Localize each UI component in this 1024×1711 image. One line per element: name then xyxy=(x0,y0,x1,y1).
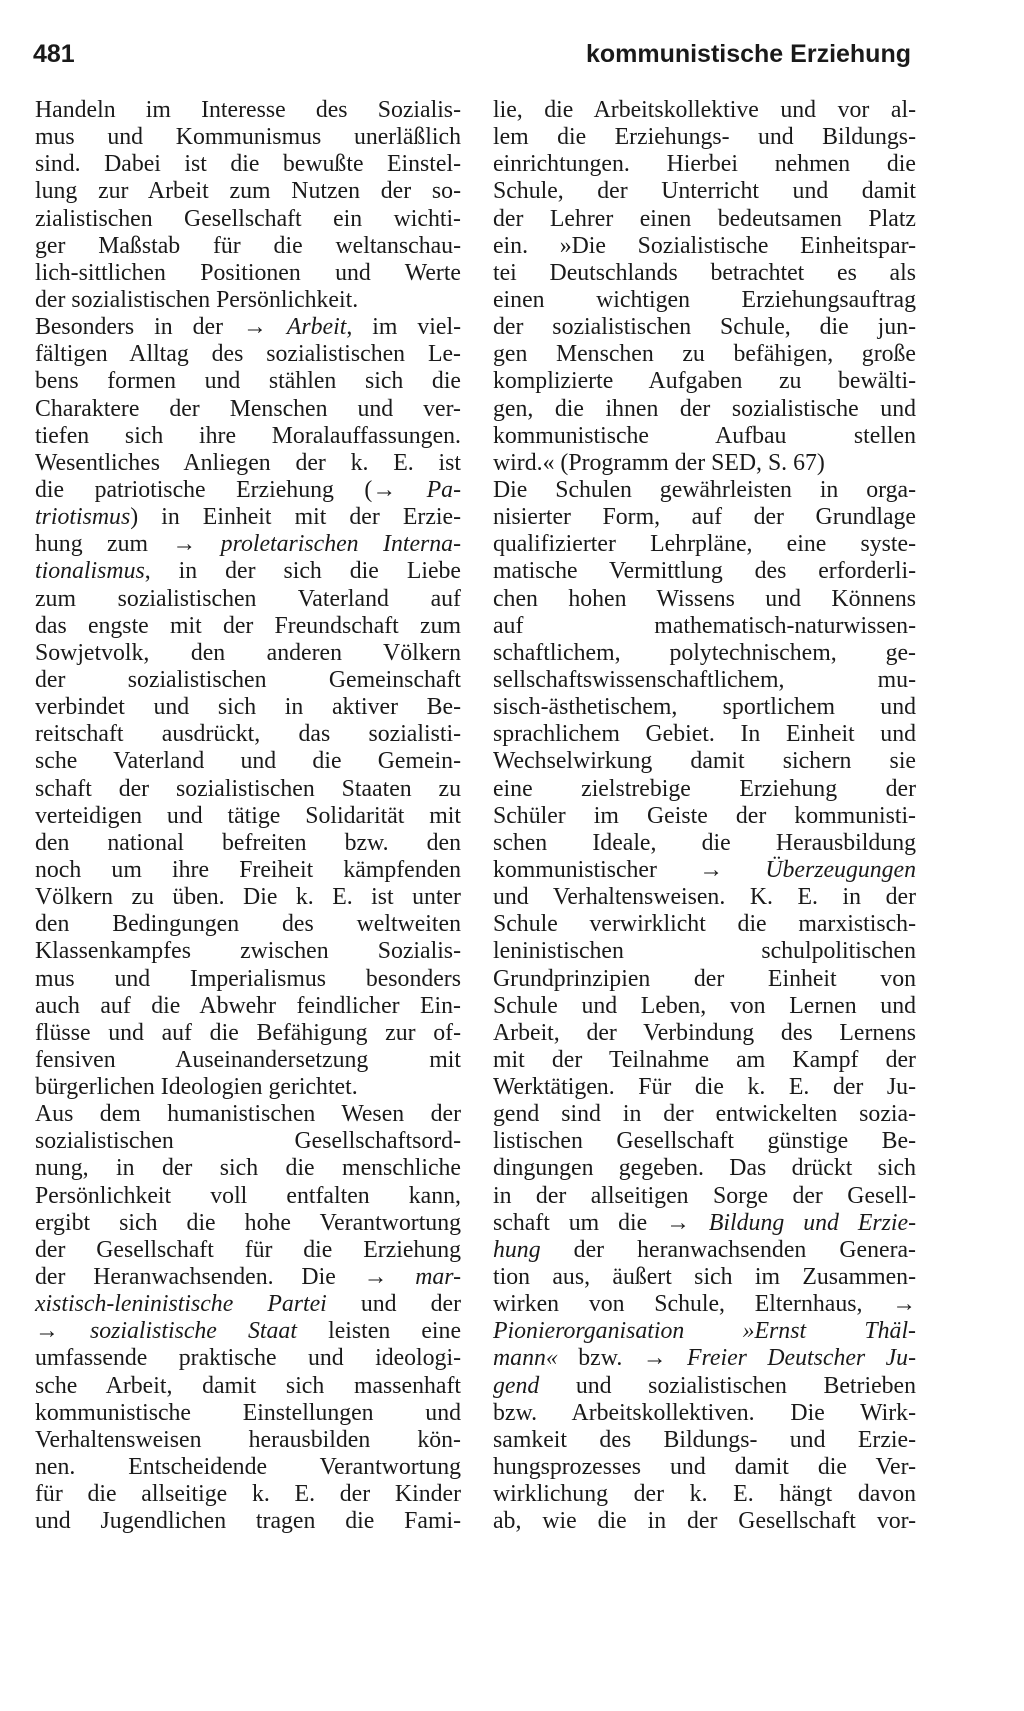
text-segment: wirklichung der k. E. hängt davon xyxy=(493,1481,916,1508)
text-segment: Schule und Leben, von Lernen und xyxy=(493,992,916,1019)
text-line xyxy=(493,884,916,911)
text-segment: einrichtungen. Hierbei nehmen die xyxy=(493,151,916,178)
text-segment: Die Schulen gewährleisten in orga- xyxy=(493,476,916,503)
text-segment: lie, die Arbeitskollektive und vor al- xyxy=(493,97,916,123)
text-line xyxy=(35,1427,461,1454)
text-segment: Wechselwirkung damit sichern sie xyxy=(493,748,916,775)
text-segment: Besonders in der → xyxy=(35,314,287,341)
left-text-column xyxy=(35,97,461,1535)
italic-term: Freier Deutscher Ju- xyxy=(687,1345,917,1372)
text-line xyxy=(35,1508,461,1535)
text-line xyxy=(35,233,461,260)
text-segment: nisierter Form, auf der Grundlage xyxy=(493,504,916,531)
text-segment: auch auf die Abwehr feindlicher Ein- xyxy=(35,992,461,1019)
text-line xyxy=(35,1020,461,1047)
text-segment: der sozialistischen Persönlichkeit. xyxy=(35,286,359,313)
text-segment: sprachlichem Gebiet. In Einheit und xyxy=(493,721,916,748)
text-segment: hung zum → xyxy=(35,531,221,558)
text-segment: den Bedingungen des weltweiten xyxy=(35,911,461,938)
text-line xyxy=(35,531,461,558)
text-segment: tion aus, äußert sich im Zusammen- xyxy=(493,1264,916,1291)
text-segment: bzw. Arbeitskollektiven. Die Wirk- xyxy=(493,1399,916,1426)
text-line xyxy=(35,911,461,938)
text-line xyxy=(35,857,461,884)
text-line xyxy=(35,287,461,314)
text-segment: mus und Imperialismus besonders xyxy=(35,965,461,992)
text-line xyxy=(493,1155,916,1182)
italic-term: hung xyxy=(493,1236,541,1263)
text-segment: lem die Erziehungs- und Bildungs- xyxy=(493,124,916,151)
text-line xyxy=(35,314,461,341)
text-segment: wird.« (Programm der SED, S. 67) xyxy=(493,449,825,476)
text-line xyxy=(493,694,916,721)
text-segment: und sozialistischen Betrieben xyxy=(539,1372,916,1399)
text-segment: , im viel- xyxy=(346,314,461,341)
running-head: kommunistische Erziehung xyxy=(585,40,911,68)
text-segment: Verhaltensweisen herausbilden kön- xyxy=(35,1426,461,1453)
text-line xyxy=(35,504,461,531)
text-segment: ergibt sich die hohe Verantwortung xyxy=(35,1209,461,1236)
text-line xyxy=(35,803,461,830)
text-segment: bzw. → xyxy=(557,1345,687,1372)
text-segment: auf mathematisch-naturwissen- xyxy=(493,612,916,639)
text-segment: und Jugendlichen tragen die Fami- xyxy=(35,1508,461,1535)
text-line xyxy=(493,1020,916,1047)
text-segment: in der allseitigen Sorge der Gesell- xyxy=(493,1182,916,1209)
text-line xyxy=(493,178,916,205)
text-segment: Werktätigen. Für die k. E. der Ju- xyxy=(493,1074,916,1101)
text-line xyxy=(35,423,461,450)
text-line xyxy=(493,531,916,558)
text-line xyxy=(493,1264,916,1291)
text-segment: bürgerlichen Ideologien gerichtet. xyxy=(35,1074,358,1101)
text-segment: fensiven Auseinandersetzung mit xyxy=(35,1046,461,1073)
text-segment: umfassende praktische und ideologi- xyxy=(35,1345,461,1372)
text-line xyxy=(493,1373,916,1400)
text-segment: sozialistischen Gesellschaftsord- xyxy=(35,1128,461,1155)
text-segment: samkeit des Bildungs- und Erzie- xyxy=(493,1426,916,1453)
text-segment: sche Vaterland und die Gemein- xyxy=(35,748,461,775)
text-line xyxy=(493,314,916,341)
text-segment: → xyxy=(35,1318,90,1345)
text-line xyxy=(35,1047,461,1074)
text-line xyxy=(493,423,916,450)
text-line xyxy=(493,260,916,287)
text-line xyxy=(35,97,461,124)
text-line xyxy=(493,1210,916,1237)
text-line xyxy=(493,97,916,124)
text-line xyxy=(493,911,916,938)
text-line xyxy=(493,803,916,830)
text-line xyxy=(493,1237,916,1264)
text-line xyxy=(493,1427,916,1454)
text-line xyxy=(35,1454,461,1481)
text-line xyxy=(493,341,916,368)
text-segment: gend sind in der entwickelten sozia- xyxy=(493,1101,916,1128)
text-segment: einen wichtigen Erziehungsauftrag xyxy=(493,286,916,313)
text-line xyxy=(35,830,461,857)
text-line xyxy=(493,1101,916,1128)
text-line xyxy=(493,1481,916,1508)
text-segment: matische Vermittlung des erforderli- xyxy=(493,558,916,585)
text-line xyxy=(35,450,461,477)
text-segment: schaft um die → xyxy=(493,1209,709,1236)
text-segment: für die allseitige k. E. der Kinder xyxy=(35,1481,461,1508)
text-segment: chen hohen Wissens und Könnens xyxy=(493,585,916,612)
text-line xyxy=(35,341,461,368)
text-line xyxy=(493,938,916,965)
text-line xyxy=(35,1183,461,1210)
text-line xyxy=(493,504,916,531)
text-line xyxy=(35,993,461,1020)
text-line xyxy=(35,1128,461,1155)
text-segment: der Gesellschaft für die Erziehung xyxy=(35,1236,461,1263)
text-line xyxy=(35,938,461,965)
text-line xyxy=(35,1400,461,1427)
italic-term: xistisch-leninistische Partei xyxy=(35,1291,327,1318)
text-segment: der Heranwachsenden. Die → xyxy=(35,1264,416,1291)
text-line xyxy=(493,776,916,803)
text-line xyxy=(35,558,461,585)
text-segment: tiefen sich ihre Moralauffassungen. xyxy=(35,422,461,449)
text-line xyxy=(35,151,461,178)
text-segment: Arbeit, der Verbindung des Lernens xyxy=(493,1019,916,1046)
text-line xyxy=(35,667,461,694)
text-segment: tei Deutschlands betrachtet es als xyxy=(493,259,916,286)
text-segment: listischen Gesellschaft günstige Be- xyxy=(493,1128,916,1155)
text-segment: Schule, der Unterricht und damit xyxy=(493,178,916,205)
italic-term: mar- xyxy=(415,1264,461,1291)
text-segment: wirken von Schule, Elternhaus, → xyxy=(493,1291,916,1318)
text-segment: nung, in der sich die menschliche xyxy=(35,1155,461,1182)
text-line xyxy=(35,1101,461,1128)
text-line xyxy=(493,1183,916,1210)
text-line xyxy=(493,586,916,613)
text-line xyxy=(493,613,916,640)
italic-term: sozialistische Staat xyxy=(89,1318,297,1345)
italic-term: mann« xyxy=(493,1345,558,1372)
text-line xyxy=(493,1128,916,1155)
text-segment: schaft der sozialistischen Staaten zu xyxy=(35,775,461,802)
text-line xyxy=(35,1264,461,1291)
italic-term: Überzeugungen xyxy=(765,856,916,883)
italic-term: Pionierorganisation »Ernst Thäl- xyxy=(493,1318,916,1345)
text-line xyxy=(35,776,461,803)
text-segment: fältigen Alltag des sozialistischen Le- xyxy=(35,341,461,368)
italic-term: Arbeit xyxy=(286,314,347,341)
text-line xyxy=(35,640,461,667)
text-line xyxy=(35,124,461,151)
text-segment: ger Maßstab für die weltanschau- xyxy=(35,232,461,259)
text-line xyxy=(35,1074,461,1101)
text-segment: lich-sittlichen Positionen und Werte xyxy=(35,259,461,286)
text-segment: Aus dem humanistischen Wesen der xyxy=(35,1101,461,1128)
text-line xyxy=(493,1291,916,1318)
right-text-column xyxy=(493,97,916,1535)
text-line xyxy=(35,721,461,748)
text-line xyxy=(35,396,461,423)
text-segment: der heranwachsenden Genera- xyxy=(540,1236,916,1263)
text-line xyxy=(493,1047,916,1074)
text-line xyxy=(35,1155,461,1182)
text-segment: der sozialistischen Gemeinschaft xyxy=(35,666,461,693)
text-line xyxy=(493,667,916,694)
text-segment: Klassenkampfes zwischen Sozialis- xyxy=(35,938,461,965)
text-segment: bens formen und stählen sich die xyxy=(35,368,461,395)
text-line xyxy=(493,477,916,504)
text-segment: Schule verwirklicht die marxistisch- xyxy=(493,911,916,938)
text-line xyxy=(35,368,461,395)
text-segment: Völkern zu üben. Die k. E. ist unter xyxy=(35,884,461,911)
text-segment: reitschaft ausdrückt, das sozialisti- xyxy=(35,721,461,748)
page-header xyxy=(33,40,911,76)
text-segment: schen Ideale, die Herausbildung xyxy=(493,829,916,856)
italic-term: proletarischen Interna- xyxy=(220,531,461,558)
text-segment: kommunistische Aufbau stellen xyxy=(493,422,916,449)
text-segment: sche Arbeit, damit sich massenhaft xyxy=(35,1372,461,1399)
text-segment: Handeln im Interesse des Sozialis- xyxy=(35,97,461,123)
text-line xyxy=(493,287,916,314)
text-segment: und der xyxy=(326,1291,461,1318)
text-line xyxy=(493,1345,916,1372)
text-segment: den national befreiten bzw. den xyxy=(35,829,461,856)
text-line xyxy=(493,450,916,477)
text-segment: Schüler im Geiste der kommunisti- xyxy=(493,802,916,829)
text-line xyxy=(493,748,916,775)
text-line xyxy=(35,260,461,287)
text-segment: gen, die ihnen der sozialistische und xyxy=(493,395,916,422)
text-line xyxy=(493,206,916,233)
text-segment: lung zur Arbeit zum Nutzen der so- xyxy=(35,178,461,205)
text-line xyxy=(493,1318,916,1345)
text-line xyxy=(493,966,916,993)
text-segment: mit der Teilnahme am Kampf der xyxy=(493,1046,916,1073)
text-line xyxy=(35,1210,461,1237)
page-number: 481 xyxy=(33,40,75,68)
text-line xyxy=(493,368,916,395)
text-segment: sellschaftswissenschaftlichem, mu- xyxy=(493,666,916,693)
text-line xyxy=(35,966,461,993)
text-line xyxy=(493,396,916,423)
text-line xyxy=(493,640,916,667)
text-line xyxy=(493,993,916,1020)
text-line xyxy=(35,206,461,233)
text-segment: Sowjetvolk, den anderen Völkern xyxy=(35,639,461,666)
text-line xyxy=(493,558,916,585)
text-segment: kommunistischer → xyxy=(493,856,766,883)
text-segment: Persönlichkeit voll entfalten kann, xyxy=(35,1182,461,1209)
text-line xyxy=(493,233,916,260)
text-segment: zum sozialistischen Vaterland auf xyxy=(35,585,461,612)
text-line xyxy=(35,694,461,721)
text-segment: Charaktere der Menschen und ver- xyxy=(35,395,461,422)
text-line xyxy=(493,1400,916,1427)
text-segment: ab, wie die in der Gesellschaft vor- xyxy=(493,1508,916,1535)
text-line xyxy=(35,586,461,613)
text-segment: verteidigen und tätige Solidarität mit xyxy=(35,802,461,829)
text-segment: die patriotische Erziehung (→ xyxy=(35,476,427,503)
text-segment: Wesentliches Anliegen der k. E. ist xyxy=(35,449,461,476)
text-segment: mus und Kommunismus unerläßlich xyxy=(35,124,461,151)
text-segment: nen. Entscheidende Verantwortung xyxy=(35,1454,461,1481)
text-line xyxy=(35,1373,461,1400)
text-segment: leisten eine xyxy=(296,1318,462,1345)
italic-term: tionalismus xyxy=(35,558,145,585)
text-line xyxy=(493,151,916,178)
text-line xyxy=(35,1237,461,1264)
text-segment: leninistischen schulpolitischen xyxy=(493,938,916,965)
text-segment: qualifizierter Lehrpläne, eine syste- xyxy=(493,531,916,558)
text-line xyxy=(35,884,461,911)
italic-term: triotismus xyxy=(35,504,131,531)
italic-term: gend xyxy=(493,1372,540,1399)
text-line xyxy=(35,1481,461,1508)
text-line xyxy=(35,477,461,504)
text-line xyxy=(35,613,461,640)
text-segment: und Verhaltensweisen. K. E. in der xyxy=(493,884,916,911)
text-segment: zialistischen Gesellschaft ein wichti- xyxy=(35,205,461,232)
text-segment: sisch-ästhetischem, sportlichem und xyxy=(493,694,916,721)
text-segment: sind. Dabei ist die bewußte Einstel- xyxy=(35,151,461,178)
text-segment: , in der sich die Liebe xyxy=(144,558,461,585)
text-line xyxy=(493,1508,916,1535)
text-segment: hungsprozesses und damit die Ver- xyxy=(493,1454,916,1481)
text-segment: kommunistische Einstellungen und xyxy=(35,1399,461,1426)
text-line xyxy=(493,1454,916,1481)
text-line xyxy=(35,1318,461,1345)
text-segment: eine zielstrebige Erziehung der xyxy=(493,775,916,802)
text-line xyxy=(493,857,916,884)
text-segment: noch um ihre Freiheit kämpfenden xyxy=(35,856,461,883)
text-segment: schaftlichem, polytechnischem, ge- xyxy=(493,639,916,666)
text-line xyxy=(493,124,916,151)
text-segment: ) in Einheit mit der Erzie- xyxy=(130,504,461,531)
text-segment: gen Menschen zu befähigen, große xyxy=(493,341,916,368)
text-line xyxy=(493,830,916,857)
text-segment: flüsse und auf die Befähigung zur of- xyxy=(35,1019,461,1046)
text-segment: das engste mit der Freundschaft zum xyxy=(35,612,461,639)
text-line xyxy=(493,1074,916,1101)
text-segment: dingungen gegeben. Das drückt sich xyxy=(493,1155,916,1182)
italic-term: Bildung und Erzie- xyxy=(708,1209,916,1236)
text-line xyxy=(493,721,916,748)
text-segment: Grundprinzipien der Einheit von xyxy=(493,965,916,992)
text-line xyxy=(35,748,461,775)
text-segment: der sozialistischen Schule, die jun- xyxy=(493,314,916,341)
text-line xyxy=(35,1345,461,1372)
italic-term: Pa- xyxy=(426,476,461,503)
text-segment: komplizierte Aufgaben zu bewälti- xyxy=(493,368,916,395)
text-line xyxy=(35,178,461,205)
text-segment: der Lehrer einen bedeutsamen Platz xyxy=(493,205,916,232)
text-segment: verbindet und sich in aktiver Be- xyxy=(35,694,461,721)
text-line xyxy=(35,1291,461,1318)
text-segment: ein. »Die Sozialistische Einheitspar- xyxy=(493,232,916,259)
